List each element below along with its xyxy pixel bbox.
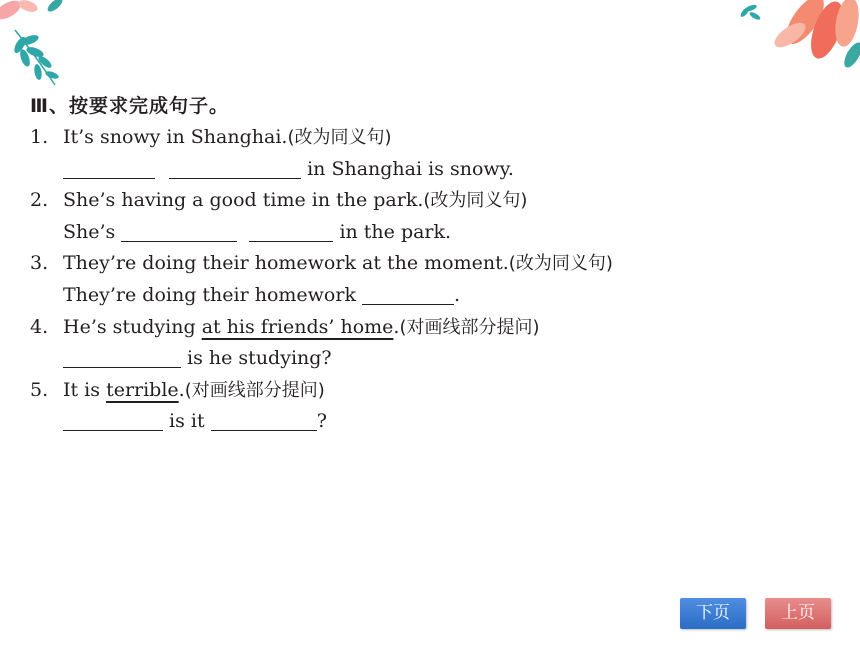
question-number: 5. — [30, 378, 49, 401]
answer-blank[interactable] — [362, 284, 454, 305]
exercise-content — [30, 90, 830, 438]
question-prompt: . — [393, 315, 400, 338]
section-title: Ⅲ、按要求完成句子。 — [30, 95, 229, 117]
leaf-decoration-icon — [735, 0, 860, 70]
answer-1 — [30, 154, 830, 186]
answer-text: . — [454, 283, 461, 306]
next-page-button[interactable]: 下页 — [680, 598, 746, 629]
question-prompt: He’s studying — [63, 315, 196, 338]
answer-blank[interactable] — [63, 347, 181, 368]
question-3 — [30, 248, 830, 280]
answer-4 — [30, 343, 830, 375]
answer-text: in Shanghai is snowy. — [307, 157, 514, 180]
answer-blank[interactable] — [249, 221, 333, 242]
question-number: 1. — [30, 126, 49, 148]
answer-text: in the park. — [339, 220, 452, 243]
answer-5 — [30, 406, 830, 438]
question-prompt: . — [178, 378, 185, 401]
question-instruction: (对画线部分提问) — [399, 316, 540, 338]
question-prompt: She’s having a good time in the park. — [63, 189, 424, 212]
answer-blank[interactable] — [211, 410, 317, 431]
answer-3 — [30, 280, 830, 312]
question-prompt: It’s snowy in Shanghai. — [63, 126, 288, 148]
question-prompt: It is — [63, 378, 101, 401]
answer-blank[interactable] — [169, 158, 301, 179]
question-number: 3. — [30, 252, 49, 275]
answer-text: They’re doing their homework — [63, 283, 356, 306]
answer-blank[interactable] — [63, 410, 163, 431]
answer-text: is it — [169, 410, 205, 433]
question-2 — [30, 185, 830, 217]
question-instruction: (改为同义句) — [287, 127, 392, 148]
question-4 — [30, 312, 830, 344]
question-number: 4. — [30, 315, 49, 338]
answer-2 — [30, 217, 830, 249]
previous-page-button[interactable]: 上页 — [765, 598, 831, 629]
answer-text: is he studying? — [187, 347, 332, 370]
underlined-phrase: terrible — [106, 378, 179, 401]
question-instruction: (改为同义句) — [423, 190, 528, 212]
answer-blank[interactable] — [121, 221, 237, 242]
question-instruction: (改为同义句) — [508, 253, 613, 275]
question-1 — [30, 122, 830, 154]
answer-blank[interactable] — [63, 158, 155, 179]
answer-text: She’s — [63, 220, 116, 243]
question-number: 2. — [30, 189, 49, 212]
underlined-phrase: at his friends’ home — [201, 315, 394, 338]
question-5 — [30, 375, 830, 407]
question-prompt: They’re doing their homework at the moment. — [63, 252, 509, 275]
leaf-decoration-icon — [0, 0, 90, 90]
answer-text: ? — [316, 410, 327, 433]
question-instruction: (对画线部分提问) — [184, 379, 325, 401]
